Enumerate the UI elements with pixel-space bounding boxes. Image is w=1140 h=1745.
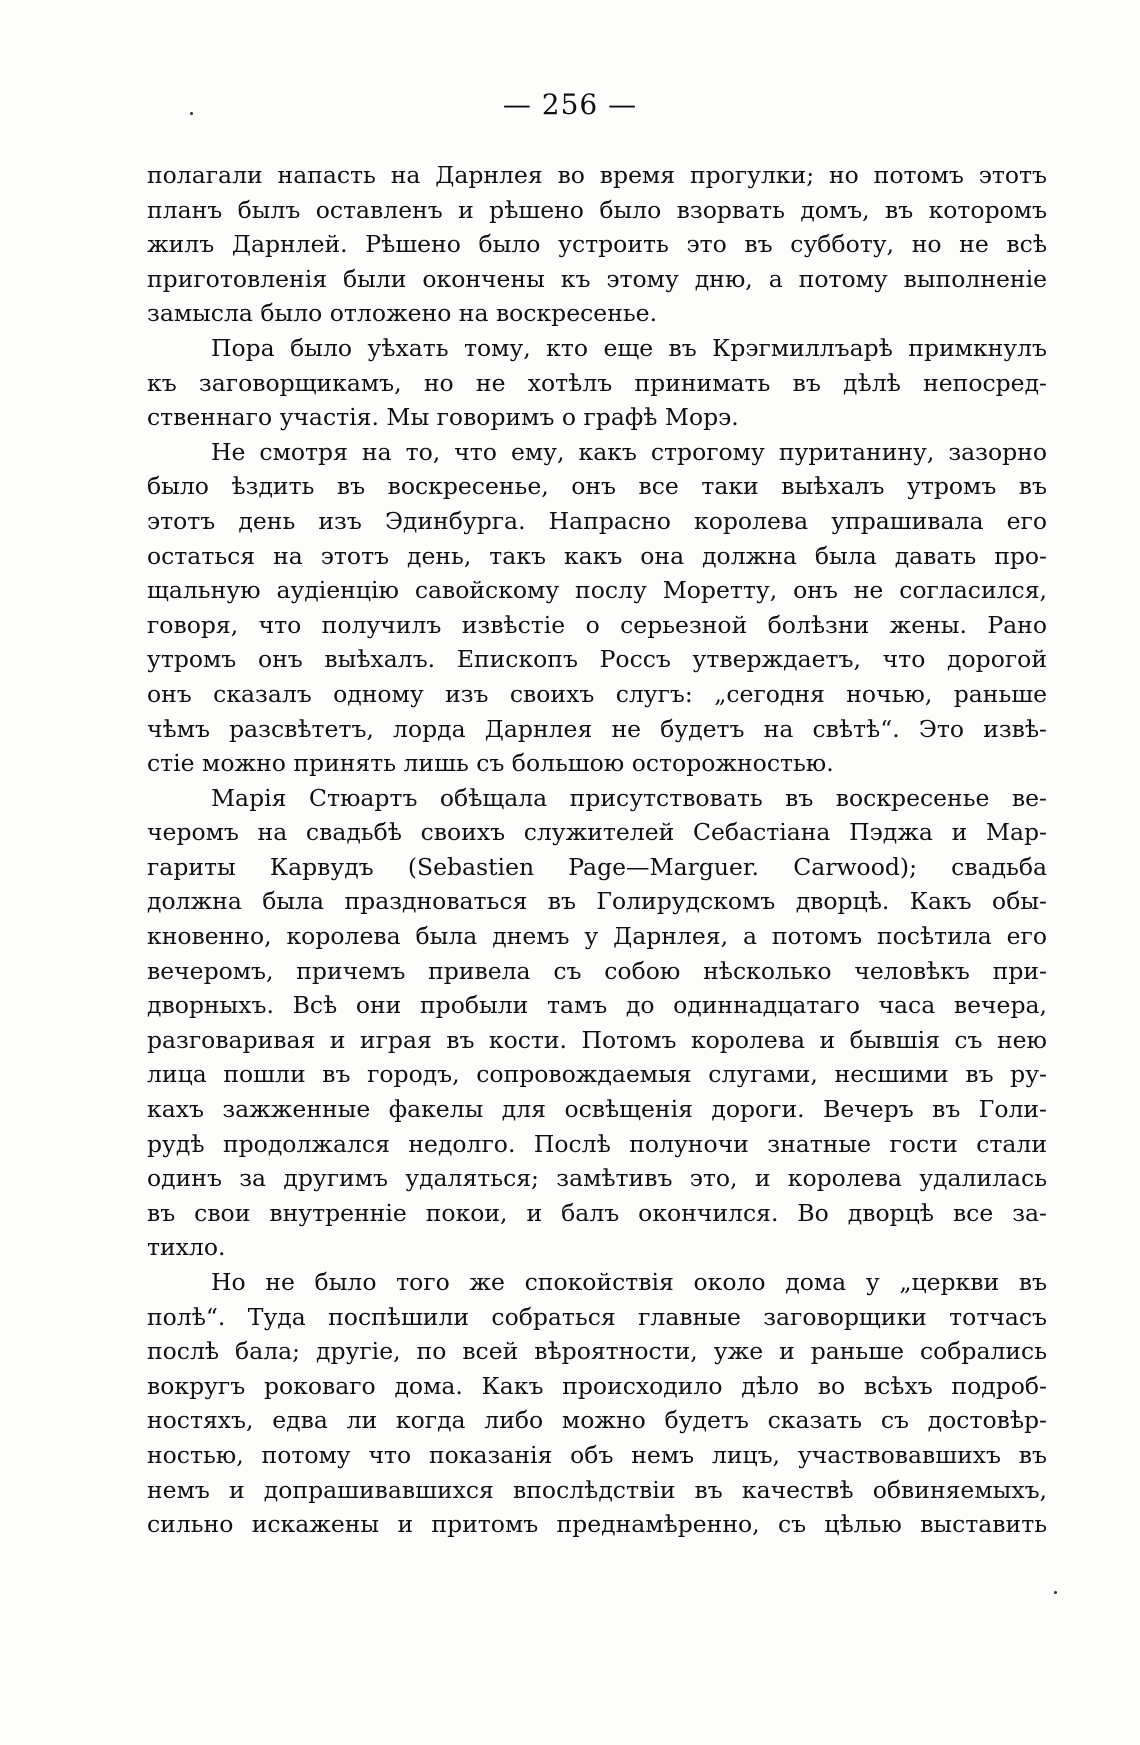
text-line: приготовленія были окончены къ этому дню, а потому выполненіе: [147, 264, 1047, 293]
text-line: стіе можно принять лишь съ большою осторожностью.: [147, 749, 834, 778]
paragraph-start-line: Марія Стюартъ обѣщала присутствовать въ воскресенье ве-: [211, 783, 1047, 812]
text-line: должна была праздноваться въ Голирудскомъ дворцѣ. Какъ обы-: [147, 887, 1047, 916]
page-number: — 256 —: [502, 88, 638, 121]
text-column: [147, 158, 1047, 1542]
text-line: ностяхъ, едва ли когда либо можно будетъ сказать съ достовѣр-: [147, 1406, 1047, 1435]
text-line: было ѣздить въ воскресенье, онъ все таки выѣхалъ утромъ въ: [147, 472, 1047, 501]
text-line: полѣ“. Туда поспѣшили собраться главные заговорщики тотчасъ: [147, 1302, 1047, 1331]
text-line: кновенно, королева была днемъ у Дарнлея, а потомъ посѣтила его: [147, 922, 1047, 951]
text-line: жилъ Дарнлей. Рѣшено было устроить это въ субботу, но не всѣ: [147, 230, 1047, 259]
print-speck: [190, 112, 193, 115]
text-line: полагали напасть на Дарнлея во время прогулки; но потомъ этотъ: [147, 161, 1047, 189]
text-line: одинъ за другимъ удаляться; замѣтивъ это, и королева удалилась: [147, 1164, 1047, 1193]
text-line: тихло.: [147, 1233, 226, 1262]
text-line: рудѣ продолжался недолго. Послѣ полуночи знатные гости стали: [147, 1129, 1047, 1158]
text-line: кахъ зажженные факелы для освѣщенія дороги. Вечеръ въ Голи-: [147, 1095, 1047, 1124]
text-line: ственнаго участія. Мы говоримъ о графѣ Морэ.: [147, 403, 739, 432]
text-line: въ свои внутренніе покои, и балъ окончился. Во дворцѣ все за-: [147, 1198, 1047, 1227]
text-line: планъ былъ оставленъ и рѣшено было взорвать домъ, въ которомъ: [147, 195, 1047, 224]
text-line: сильно искажены и притомъ преднамѣренно, съ цѣлью выставить: [147, 1510, 1047, 1539]
paragraph-start-line: Пора было уѣхать тому, кто еще въ Крэгмиллъарѣ примкнулъ: [211, 333, 1047, 362]
print-speck: [1054, 1591, 1057, 1594]
text-line: гариты Карвудъ (Sebastien Page—Marguer. Carwood); свадьба: [147, 852, 1047, 881]
text-line: вечеромъ, причемъ привела съ собою нѣсколько человѣкъ при-: [147, 956, 1047, 985]
text-line: послѣ бала; другіе, по всей вѣроятности, уже и раньше собрались: [147, 1337, 1047, 1366]
text-line: остаться на этотъ день, такъ какъ она должна была давать про-: [147, 541, 1047, 570]
text-line: черомъ на свадьбѣ своихъ служителей Себастіана Пэджа и Мар-: [147, 818, 1047, 847]
text-line: утромъ онъ выѣхалъ. Епископъ Россъ утверждаетъ, что дорогой: [147, 645, 1047, 674]
text-line: ностью, потому что показанія объ немъ лицъ, участвовавшихъ въ: [147, 1440, 1047, 1469]
text-line: этотъ день изъ Эдинбурга. Напрасно королева упрашивала его: [147, 506, 1047, 535]
text-line: дворныхъ. Всѣ они пробыли тамъ до одиннадцатаго часа вечера,: [147, 991, 1047, 1020]
text-line: чѣмъ разсвѣтетъ, лорда Дарнлея не будетъ на свѣтѣ“. Это извѣ-: [147, 714, 1047, 743]
text-line: замысла было отложено на воскресенье.: [147, 299, 658, 328]
text-line: щальную аудіенцію савойскому послу Моретту, онъ не согласился,: [147, 576, 1047, 605]
text-line: разговаривая и играя въ кости. Потомъ королева и бывшія съ нею: [147, 1025, 1047, 1054]
text-line: къ заговорщикамъ, но не хотѣлъ принимать въ дѣлѣ непосред-: [147, 368, 1047, 397]
text-line: онъ сказалъ одному изъ своихъ слугъ: „сегодня ночью, раньше: [147, 679, 1047, 708]
paragraph-start-line: Не смотря на то, что ему, какъ строгому пуританину, зазорно: [211, 437, 1047, 466]
text-line: лица пошли въ городъ, сопровождаемыя слугами, несшими въ ру-: [147, 1060, 1047, 1089]
text-line: говоря, что получилъ извѣстіе о серьезной болѣзни жены. Рано: [147, 610, 1047, 639]
paragraph-start-line: Но не было того же спокойствія около дома у „церкви въ: [211, 1268, 1047, 1296]
text-line: вокругъ роковаго дома. Какъ происходило дѣло во всѣхъ подроб-: [147, 1371, 1047, 1400]
text-line: немъ и допрашивавшихся впослѣдствіи въ качествѣ обвиняемыхъ,: [147, 1475, 1047, 1504]
